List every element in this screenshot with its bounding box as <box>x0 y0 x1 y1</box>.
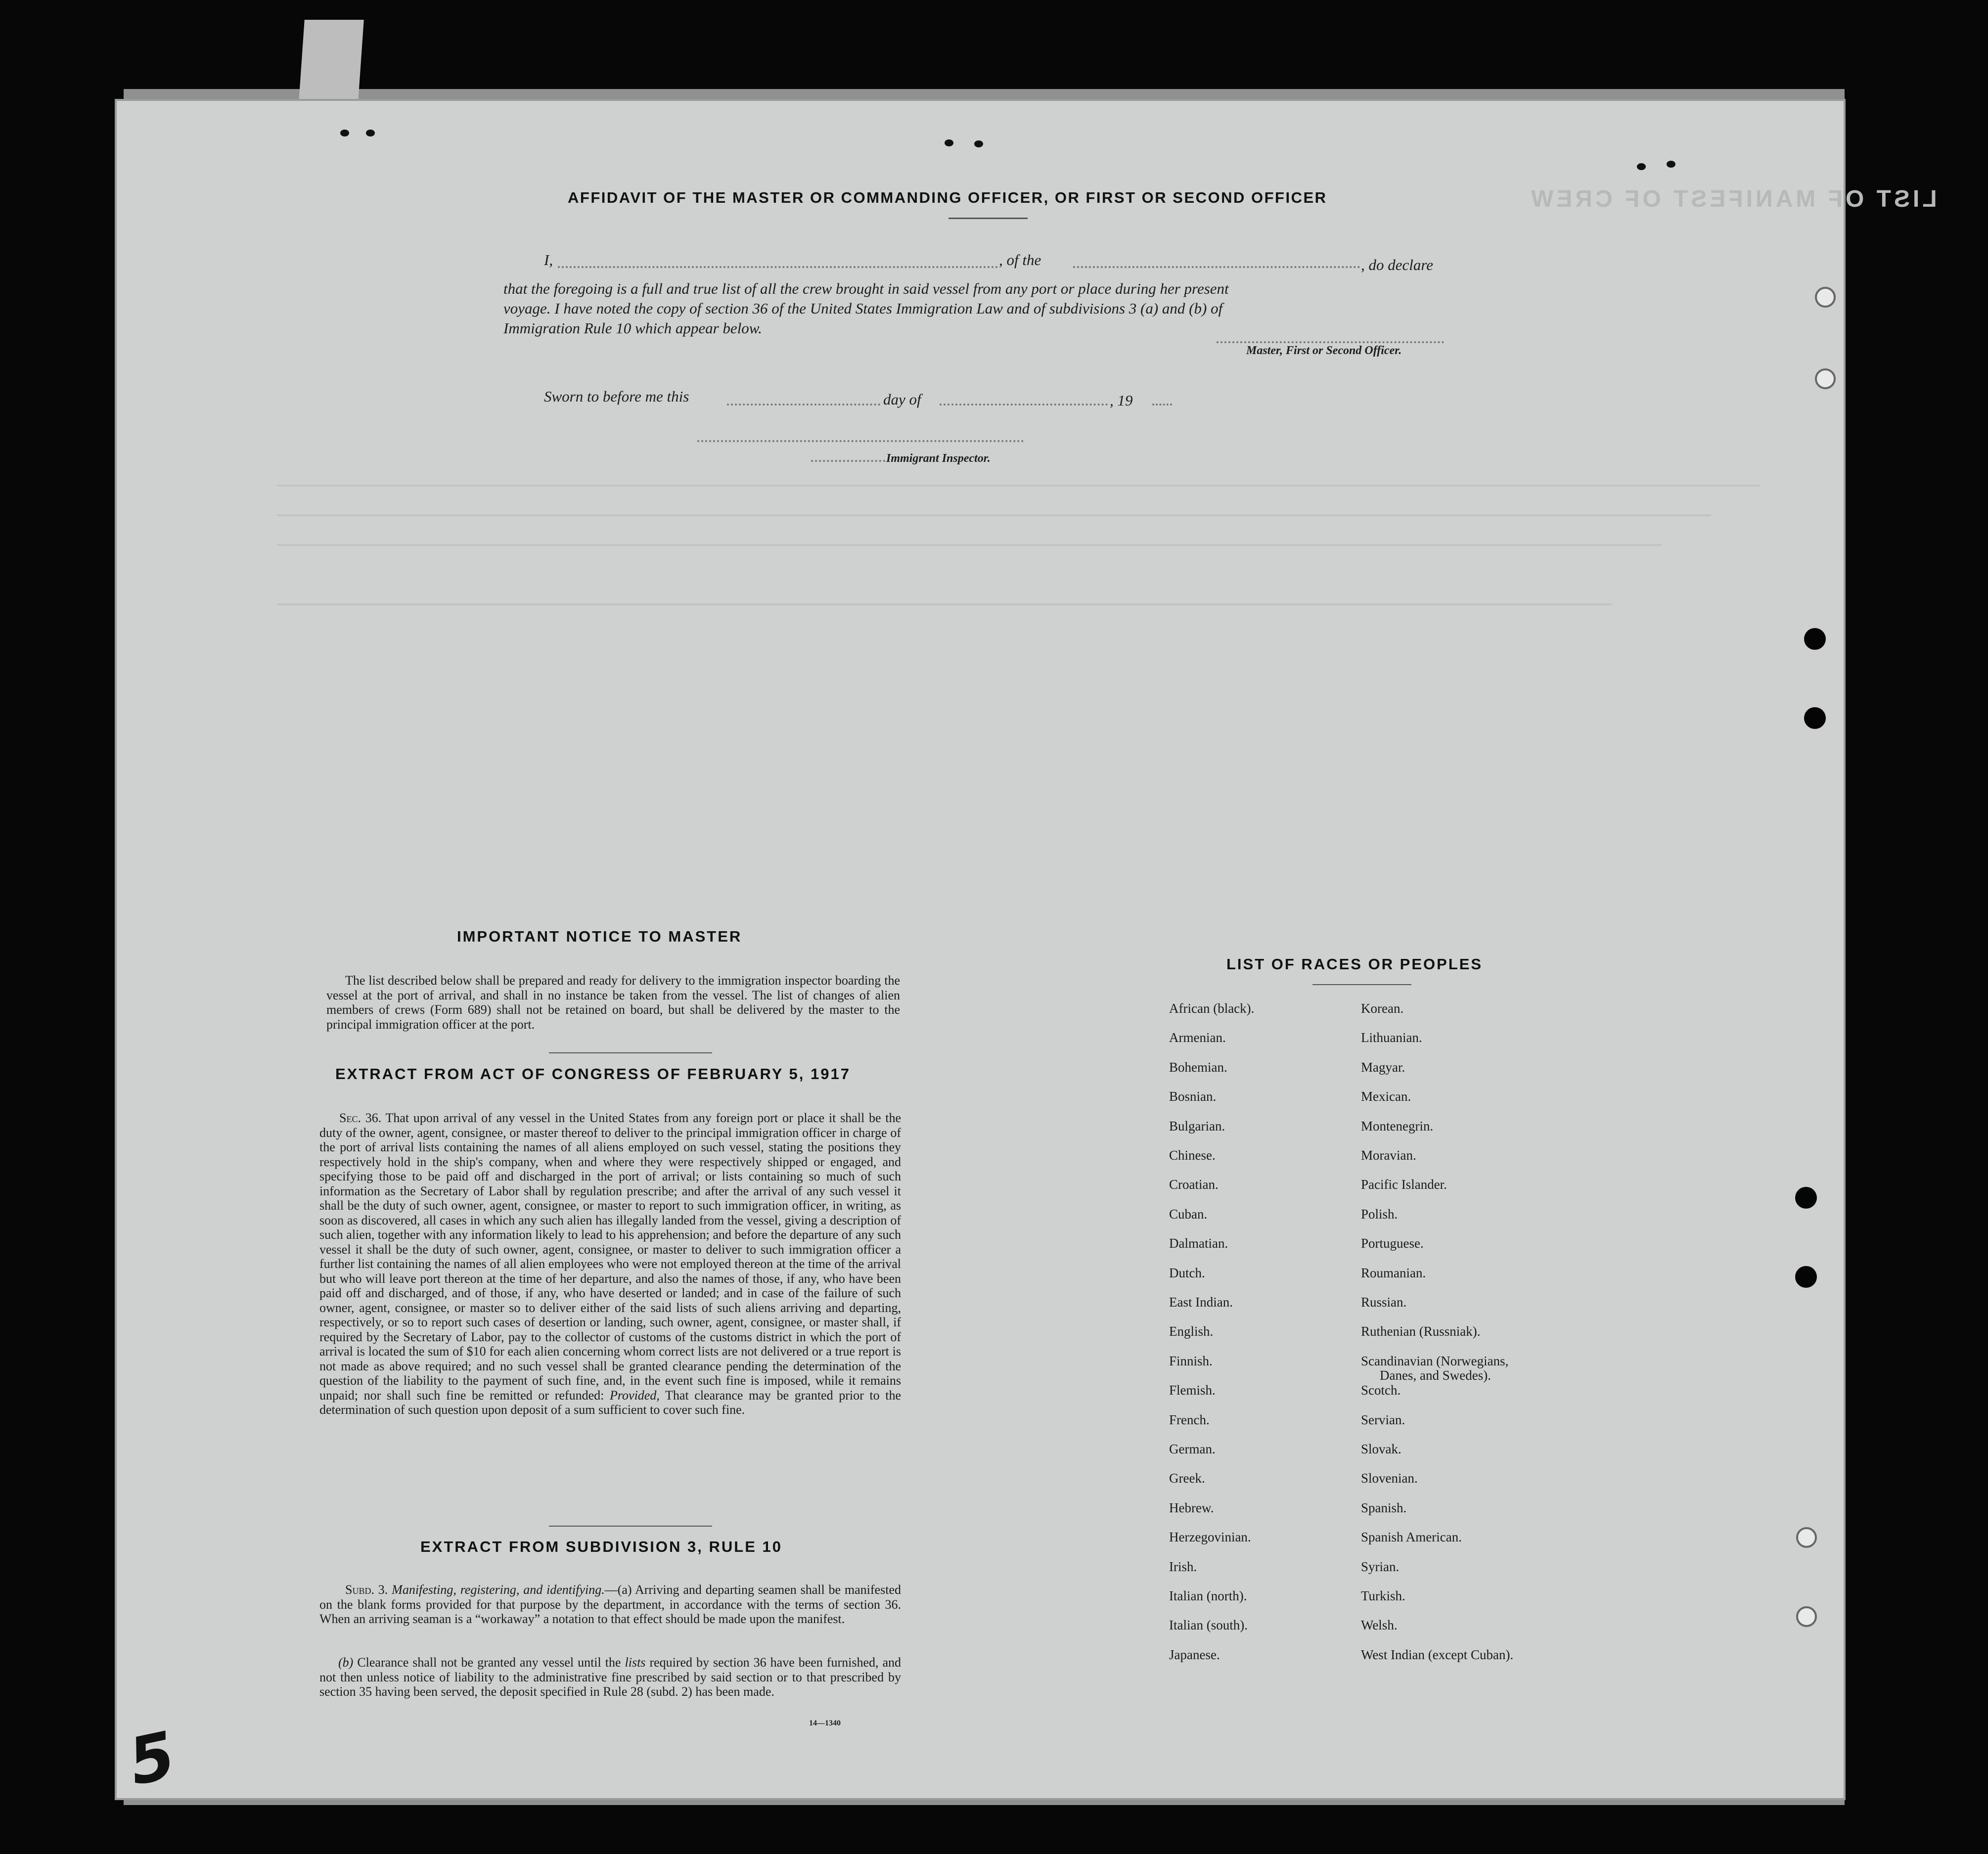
para-b-marker: (b) <box>338 1655 354 1670</box>
provided-label: Provided, <box>610 1388 660 1402</box>
race-item: Polish. <box>1361 1206 1398 1221</box>
bleed-through-line <box>277 603 1612 605</box>
notice-text: The list described below shall be prepared and ready for delivery to the immigration inspector boarding the vessel at the port of arrival, and shall in no instance be taken from the vessel. The list of changes of alien members of crews (Form 689) shall not be retained on board, but shall be delivered by the master to the principal immigration officer at the port. <box>326 973 900 1032</box>
race-item: Bulgarian. <box>1169 1118 1225 1133</box>
form-number: 14—1340 <box>809 1719 841 1727</box>
bleed-through-line <box>277 544 1662 546</box>
punch-hole <box>1815 368 1836 389</box>
extract-rule-title: EXTRACT FROM SUBDIVISION 3, RULE 10 <box>420 1538 782 1555</box>
bleed-through-text: LIST OF MANIFEST OF CREW <box>1528 186 1937 212</box>
bleed-through-line <box>277 514 1711 516</box>
race-item: Roumanian. <box>1361 1265 1426 1280</box>
name-blank <box>558 266 998 268</box>
affidavit-line-3: Immigration Rule 10 which appear below. <box>503 319 762 337</box>
signature-blank <box>1217 341 1444 343</box>
race-item: Cuban. <box>1169 1206 1208 1221</box>
staple-mark <box>974 140 983 147</box>
race-item: Magyar. <box>1361 1059 1405 1075</box>
title-rule <box>1312 984 1411 985</box>
race-item: Pacific Islander. <box>1361 1177 1447 1192</box>
extract-act-text <box>319 1111 901 1417</box>
race-item: Syrian. <box>1361 1559 1400 1574</box>
race-item: Hebrew. <box>1169 1500 1214 1515</box>
affidavit-do-declare: , do declare <box>1361 256 1434 273</box>
race-item: Armenian. <box>1169 1030 1226 1045</box>
race-item: French. <box>1169 1412 1210 1427</box>
subd-heading: Manifesting, registering, and identifying. <box>392 1583 605 1597</box>
subd-label: Subd. 3. <box>345 1583 388 1597</box>
subd-3-paragraph-a <box>319 1583 901 1627</box>
race-item: Flemish. <box>1169 1383 1216 1398</box>
race-item: African (black). <box>1169 1001 1255 1016</box>
race-item: Finnish. <box>1169 1353 1213 1368</box>
race-item: Russian. <box>1361 1295 1407 1310</box>
race-item: Italian (north). <box>1169 1588 1247 1603</box>
race-item: Spanish American. <box>1361 1530 1462 1545</box>
race-item: Mexican. <box>1361 1089 1411 1104</box>
race-item: Dutch. <box>1169 1265 1205 1280</box>
race-item-scandinavian-cont: Danes, and Swedes). <box>1380 1368 1491 1383</box>
affidavit-title: AFFIDAVIT OF THE MASTER OR COMMANDING OFFICER, OR FIRST OR SECOND OFFICER <box>568 189 1327 206</box>
race-item: Moravian. <box>1361 1148 1416 1163</box>
year-label: , 19 <box>1110 392 1133 409</box>
day-blank <box>727 404 880 406</box>
title-rule <box>949 218 1028 219</box>
race-item: Welsh. <box>1361 1618 1398 1633</box>
para-b-lists: lists <box>625 1655 646 1670</box>
race-item: German. <box>1169 1442 1216 1456</box>
inspector-label: Immigrant Inspector. <box>886 452 991 465</box>
staple-mark <box>366 130 375 136</box>
race-item: Chinese. <box>1169 1148 1216 1163</box>
extract-act-title: EXTRACT FROM ACT OF CONGRESS OF FEBRUARY 5, 1917 <box>335 1065 851 1083</box>
affidavit-i-label: I, <box>544 251 553 269</box>
race-item: Servian. <box>1361 1412 1405 1427</box>
inspector-blank-lead <box>811 460 885 462</box>
sec-36-text: That upon arrival of any vessel in the United States from any foreign port or place it shall be the duty of the owner, agent, consignee, or master thereof to deliver to the principal immigration officer in charge of the port of arrival lists containing the names of all aliens employed on such vessel, stating the positions they respectively hold in the ship's company, when and where they were respectively shipped or engaged, and specifying those to be paid off and discharged in the port of arrival; or lists containing so much of such information as the Secretary of Labor shall by regulation prescribe; and after the arrival of any such vessel it shall be the duty of such owner, agent, consignee, or master to report to such immigration officer, in writing, as soon as discovered, all cases in which any such alien has illegally landed from the vessel, giving a description of such alien, together with any information likely to lead to his apprehension; and before the departure of any such vessel it shall be the duty of such owner, agent, consignee, or master to deliver to such immigration officer a further list containing the names of all alien employees who were not employed thereon at the time of the arrival but who will leave port thereon at the time of her departure, and also the names of those, if any, who have been paid off and discharged, and of those, if any, who have deserted or landed; and in case of the failure of such owner, agent, consignee, or master so to deliver either of the said lists of such aliens arriving and departing, respectively, or so to report such cases of desertion or landing, such owner, agent, consignee, or master shall, if required by the Secretary of Labor, pay to the collector of customs of the customs district in which the port of arrival is located the sum of $10 for each alien concerning whom correct lists are not delivered or a true report is not made as above required; and no such vessel shall be granted clearance pending the determination of the question of the liability to the payment of such fine, and, in the event such fine is imposed, while it remains unpaid; nor shall such fine be remitted or refunded: <box>319 1111 902 1402</box>
document-page <box>115 99 1846 1800</box>
sec-36-text-end: That clearance may be granted prior to the determination of such question upon deposit of a sum sufficient to cover such fine. <box>319 1388 902 1417</box>
para-a-marker: —(a) <box>604 1583 632 1597</box>
section-rule <box>549 1526 712 1527</box>
subd-3-paragraph-b <box>319 1655 901 1699</box>
race-item: Lithuanian. <box>1361 1030 1422 1045</box>
inspector-signature-blank <box>697 440 1024 442</box>
punch-hole <box>1804 628 1826 650</box>
section-rule <box>549 1052 712 1053</box>
month-blank <box>940 404 1108 406</box>
race-item: Irish. <box>1169 1559 1197 1574</box>
staple-mark <box>1667 161 1675 168</box>
race-item: East Indian. <box>1169 1295 1233 1310</box>
bleed-through-line <box>277 485 1761 487</box>
race-item: Bosnian. <box>1169 1089 1217 1104</box>
race-item: Slovak. <box>1361 1442 1401 1456</box>
race-item: Croatian. <box>1169 1177 1219 1192</box>
race-item: Scandinavian (Norwegians, <box>1361 1353 1509 1368</box>
sworn-label: Sworn to before me this <box>544 388 689 405</box>
races-title: LIST OF RACES OR PEOPLES <box>1226 955 1483 973</box>
punch-hole <box>1796 1527 1817 1548</box>
race-item: Montenegrin. <box>1361 1118 1434 1133</box>
year-blank <box>1152 404 1172 406</box>
signature-label: Master, First or Second Officer. <box>1246 344 1402 357</box>
race-item: Turkish. <box>1361 1588 1405 1603</box>
race-item: English. <box>1169 1324 1214 1339</box>
vessel-blank <box>1073 266 1360 268</box>
affidavit-line-2: voyage. I have noted the copy of section 36 of the United States Immigration Law and of subdivisions 3 (a) and (b) of <box>503 300 1223 317</box>
handwritten-number: 5 <box>122 1717 182 1800</box>
race-item: Slovenian. <box>1361 1471 1418 1486</box>
race-item: West Indian (except Cuban). <box>1361 1647 1514 1662</box>
punch-hole <box>1796 1606 1817 1627</box>
race-item: Scotch. <box>1361 1383 1401 1398</box>
race-item: Herzegovinian. <box>1169 1530 1251 1545</box>
race-item: Korean. <box>1361 1001 1404 1016</box>
race-item: Italian (south). <box>1169 1618 1248 1633</box>
race-item: Greek. <box>1169 1471 1205 1486</box>
para-a-text: Arriving and departing seamen shall be manifested on the blank forms provided for that purpose by the department, in accordance with the terms of section 36. When an arriving seaman is a “workaway” a notation to that effect should be made upon the manifest. <box>319 1583 901 1626</box>
para-b-text-1: Clearance shall not be granted any vessel until the <box>357 1655 621 1670</box>
notice-title: IMPORTANT NOTICE TO MASTER <box>457 928 742 945</box>
punch-hole <box>1795 1266 1817 1288</box>
race-item: Dalmatian. <box>1169 1236 1228 1251</box>
affidavit-line-1: that the foregoing is a full and true list of all the crew brought in said vessel from any port or place during her present <box>503 280 1229 297</box>
sec-label: Sec. 36. <box>339 1111 382 1125</box>
staple-mark <box>1637 163 1646 170</box>
race-item: Japanese. <box>1169 1647 1220 1662</box>
staple-mark <box>340 130 349 136</box>
paper-tab <box>299 20 364 101</box>
punch-hole <box>1815 287 1836 308</box>
race-item: Bohemian. <box>1169 1059 1227 1075</box>
race-item: Ruthenian (Russniak). <box>1361 1324 1481 1339</box>
race-item: Portuguese. <box>1361 1236 1424 1251</box>
punch-hole <box>1795 1187 1817 1209</box>
race-item: Spanish. <box>1361 1500 1407 1515</box>
affidavit-of-the-label: , of the <box>999 251 1041 269</box>
affidavit-text <box>503 279 1468 338</box>
para-b-text-2: required by section 36 have been furnished, and not then unless notice of liability to the administrative fine prescribed by said section or to that prescribed by section 35 having been served, the deposit specified in Rule 28 (subd. 2) has been made. <box>319 1655 902 1699</box>
punch-hole <box>1804 707 1826 729</box>
staple-mark <box>945 139 953 146</box>
day-of-label: day of <box>883 391 921 408</box>
